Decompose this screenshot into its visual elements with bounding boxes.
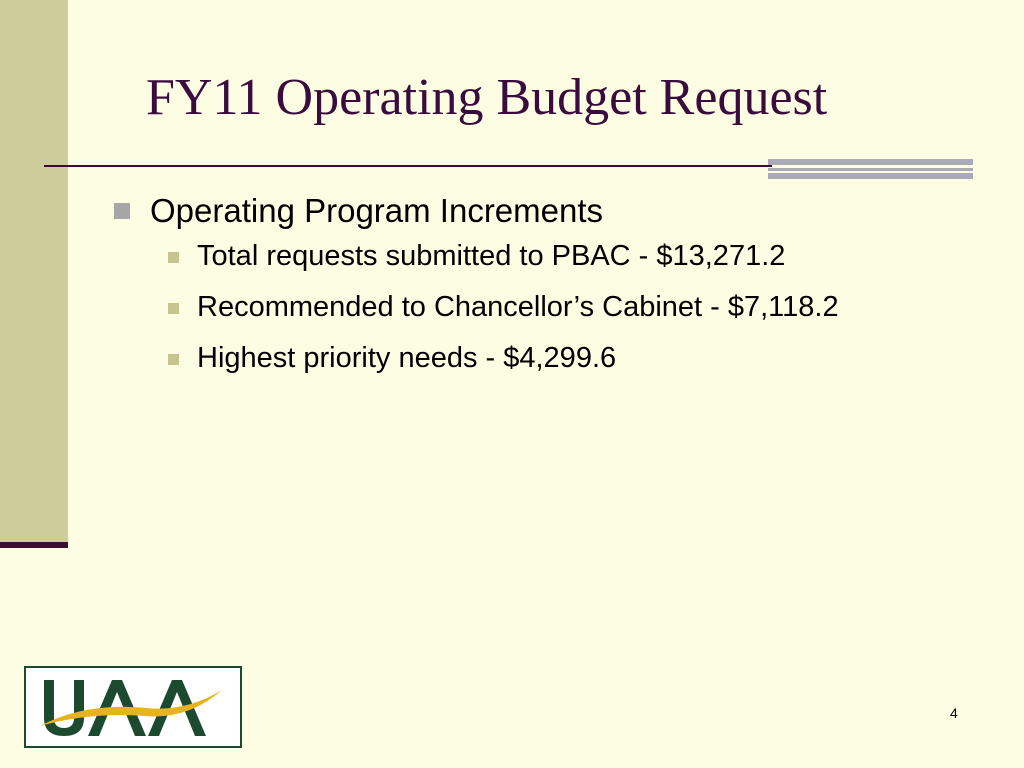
uaa-logo xyxy=(24,666,242,748)
left-sidebar-accent-line xyxy=(0,542,68,548)
bullet-level2-item xyxy=(168,342,994,375)
slide-number: 4 xyxy=(950,705,958,721)
bullet-level2-text: Recommended to Chancellor’s Cabinet - $7,118.2 xyxy=(197,291,839,323)
square-bullet-icon xyxy=(168,303,179,314)
square-bullet-icon xyxy=(114,203,130,219)
uaa-logo-icon xyxy=(26,668,240,746)
slide-content xyxy=(114,190,994,393)
square-bullet-icon xyxy=(168,354,179,365)
bullet-level2-item xyxy=(168,240,994,273)
square-bullet-icon xyxy=(168,252,179,263)
bullet-level2-item xyxy=(168,291,994,324)
left-sidebar-bar xyxy=(0,0,68,543)
slide-title: FY11 Operating Budget Request xyxy=(146,69,828,126)
title-divider xyxy=(44,165,772,167)
divider-accent-bands xyxy=(768,159,973,179)
bullet-level1-item xyxy=(114,190,994,232)
sub-bullet-list xyxy=(114,240,994,375)
bullet-level2-text: Total requests submitted to PBAC - $13,271.2 xyxy=(197,240,786,272)
bullet-level1-text: Operating Program Increments xyxy=(150,192,604,229)
bullet-level2-text: Highest priority needs - $4,299.6 xyxy=(197,342,617,374)
